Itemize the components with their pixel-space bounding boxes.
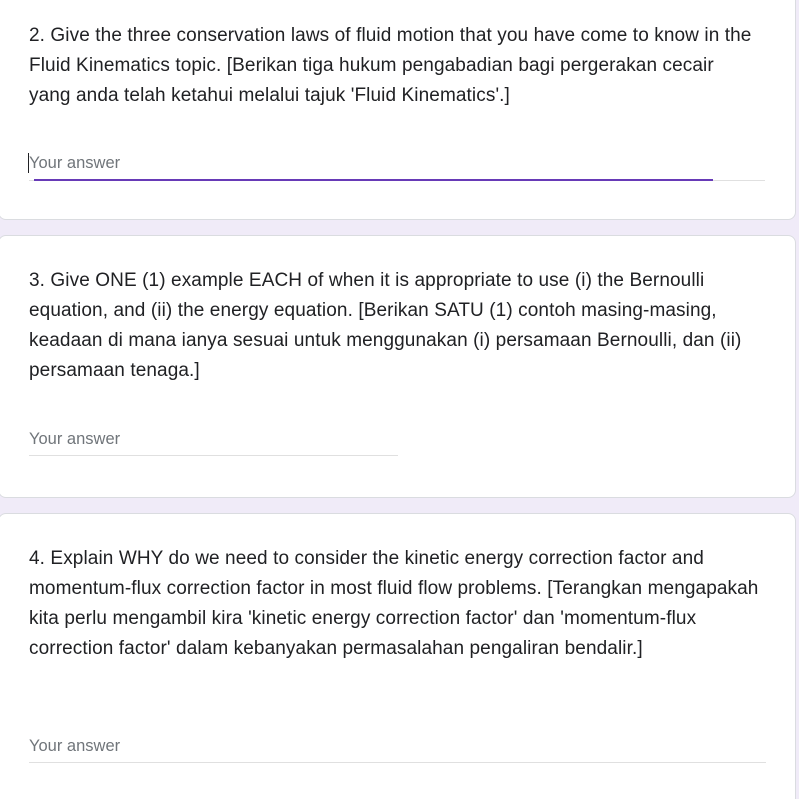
question-card-3 xyxy=(0,235,796,498)
answer-input-3[interactable] xyxy=(29,441,398,456)
answer-placeholder-3[interactable]: Your answer xyxy=(29,430,121,448)
answer-input-4[interactable] xyxy=(29,749,766,763)
answer-placeholder-2[interactable]: Your answer xyxy=(29,154,121,172)
text-caret xyxy=(28,153,29,173)
question-text-3: 3. Give ONE (1) example EACH of when it is appropriate to use (i) the Bernoulli equation, and (ii) the energy equation. [Berikan SATU (1) contoh masing-masing, keadaan di mana ianya sesuai untuk menggunakan (i) persamaan Bernoulli, dan (ii) persamaan tenaga.] xyxy=(29,270,742,381)
answer-focus-underline xyxy=(34,179,713,181)
question-text-4: 4. Explain WHY do we need to consider the kinetic energy correction factor and momentum-flux correction factor in most fluid flow problems. [Terangkan mengapakah kita perlu mengambil kira 'kinetic energy correction factor' dan 'momentum-flux correction factor' dalam kebanyakan permasalahan pengaliran bendalir.] xyxy=(29,548,759,659)
question-card-2 xyxy=(0,0,796,220)
question-card-4 xyxy=(0,513,796,799)
question-text-2: 2. Give the three conservation laws of fluid motion that you have come to know in the Fluid Kinematics topic. [Berikan tiga hukum pengabadian bagi pergerakan cecair yang anda telah ketahui melalui tajuk 'Fluid Kinematics'.] xyxy=(29,25,752,106)
answer-placeholder-4[interactable]: Your answer xyxy=(29,737,121,755)
